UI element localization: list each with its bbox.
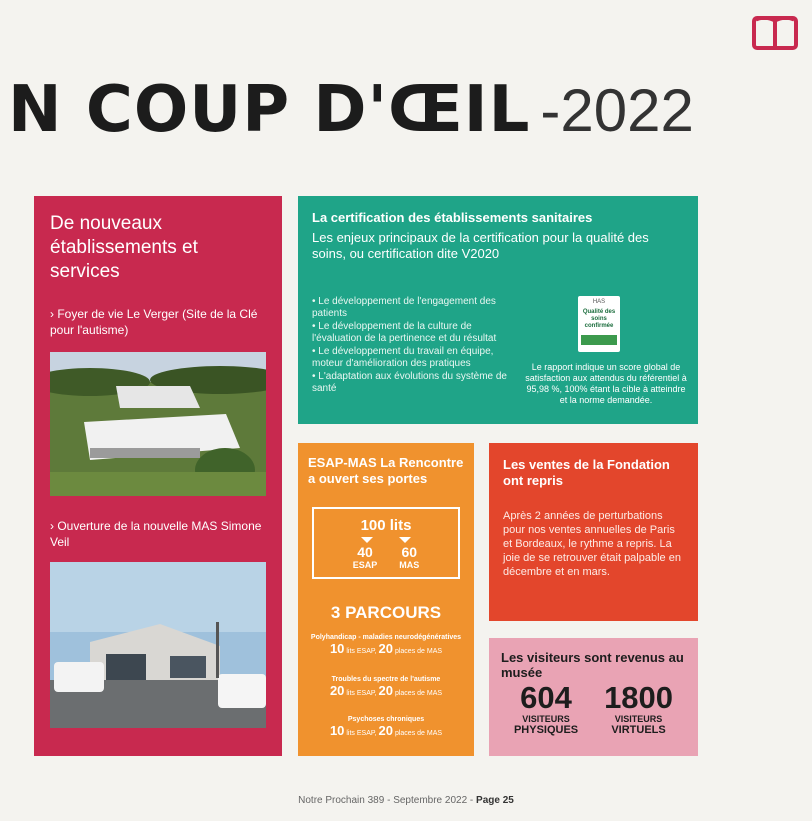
track-esap-label: lits ESAP, — [346, 648, 377, 655]
esap-panel — [298, 443, 474, 756]
track-esap-count: 10 — [329, 723, 345, 738]
virtual-visitors-count: 1800 — [604, 680, 674, 715]
physical-visitors-label1: VISITEURS — [522, 714, 570, 724]
beds-total: 100 lits — [360, 517, 412, 534]
new-establishments-title: De nouveaux établissements et services — [50, 213, 198, 282]
list-item: • Le développement de l'engagement des patients — [312, 296, 512, 320]
arrow-down-icon — [399, 537, 411, 543]
arrow-down-icon — [361, 537, 373, 543]
mas-simone-veil-item: › Ouverture de la nouvelle MAS Simone Veil — [50, 519, 262, 549]
mas-beds-number: 60 — [401, 544, 418, 560]
track-mas-count: 20 — [378, 723, 393, 738]
track-mas-label: places de MAS — [394, 648, 443, 655]
title-year: -2022 — [540, 77, 694, 144]
mas-beds — [399, 545, 419, 570]
track-mas-count: 20 — [378, 641, 393, 656]
page-number: Page 25 — [476, 795, 514, 806]
book-icon — [752, 14, 798, 50]
list-item: • Le développement du travail en équipe, moteur d'amélioration des pratiques — [312, 346, 512, 370]
esap-beds-number: 40 — [357, 544, 373, 560]
track-mas-label: places de MAS — [394, 690, 443, 697]
physical-visitors-count: 604 — [520, 680, 572, 715]
visitors-panel — [489, 638, 698, 756]
track-esap-count: 10 — [329, 641, 345, 656]
track-name: Psychoses chroniques — [347, 716, 425, 723]
track-name: Troubles du spectre de l'autisme — [331, 676, 441, 683]
page-footer — [0, 795, 812, 806]
track-line — [304, 684, 468, 701]
track-line — [304, 724, 468, 741]
track-mas-count: 20 — [378, 683, 393, 698]
beds-split — [314, 545, 458, 570]
track-esap-label: lits ESAP, — [346, 730, 377, 737]
page-title — [8, 73, 694, 147]
footer-text: Notre Prochain 389 - Septembre 2022 - — [298, 795, 474, 806]
esap-heading: ESAP-MAS La Rencontre a ouvert ses portes — [308, 455, 464, 486]
track-polyhandicap — [304, 633, 468, 659]
certification-panel — [298, 196, 698, 424]
sales-heading: Les ventes de la Fondation ont repris — [503, 457, 670, 488]
foyer-item: › Foyer de vie Le Verger (Site de la Clé pour l'autisme) — [50, 307, 258, 337]
beds-box — [312, 507, 460, 579]
badge-top: HAS — [592, 299, 606, 305]
mas-photo — [50, 562, 266, 728]
list-item: • Le développement de la culture de l'évaluation de la pertinence et du résultat — [312, 321, 512, 345]
virtual-visitors — [604, 682, 673, 736]
esap-beds-label: ESAP — [352, 560, 378, 570]
track-mas-label: places de MAS — [394, 730, 443, 737]
physical-visitors — [514, 682, 578, 736]
certification-list — [312, 296, 512, 396]
list-item: • L'adaptation aux évolutions du système de santé — [312, 371, 512, 395]
parcours-title: 3 PARCOURS — [330, 603, 442, 622]
visitors-stats — [501, 682, 686, 736]
esap-beds — [353, 545, 378, 570]
track-name: Polyhandicap - maladies neurodégénératives — [310, 634, 462, 641]
new-establishments-panel — [34, 196, 282, 756]
foyer-photo — [50, 352, 266, 496]
track-esap-label: lits ESAP, — [346, 690, 377, 697]
split-arrows — [314, 537, 458, 543]
mas-beds-label: MAS — [399, 560, 420, 570]
visitors-heading: Les visiteurs sont revenus au musée — [501, 650, 684, 680]
badge-bar — [581, 335, 617, 345]
physical-visitors-label2: PHYSIQUES — [513, 724, 579, 736]
track-autisme — [304, 675, 468, 701]
track-esap-count: 20 — [329, 683, 345, 698]
sales-body: Après 2 années de perturbations pour nos ventes annuelles de Paris et Bordeaux, le rythme a repris. La joie de se retrouver était palpable en décembre et en mars. — [503, 510, 681, 578]
track-line — [304, 642, 468, 659]
virtual-visitors-label2: VIRTUELS — [611, 724, 666, 736]
certification-heading: La certification des établissements sanitaires — [312, 210, 593, 225]
certification-note: Le rapport indique un score global de satisfaction aux attendus du référentiel à 95,98 %, 100% étant la cible à atteindre et la norme demandée. — [525, 362, 687, 405]
quality-badge — [578, 296, 620, 352]
certification-subheading: Les enjeux principaux de la certification pour la qualité des soins, ou certification dite V2020 — [312, 230, 649, 261]
virtual-visitors-label1: VISITEURS — [614, 714, 663, 724]
badge-title: Qualité des soins confirmée — [582, 309, 616, 329]
track-psychoses — [304, 715, 468, 741]
sales-panel — [489, 443, 698, 621]
title-main: N COUP D'ŒIL — [8, 73, 531, 147]
